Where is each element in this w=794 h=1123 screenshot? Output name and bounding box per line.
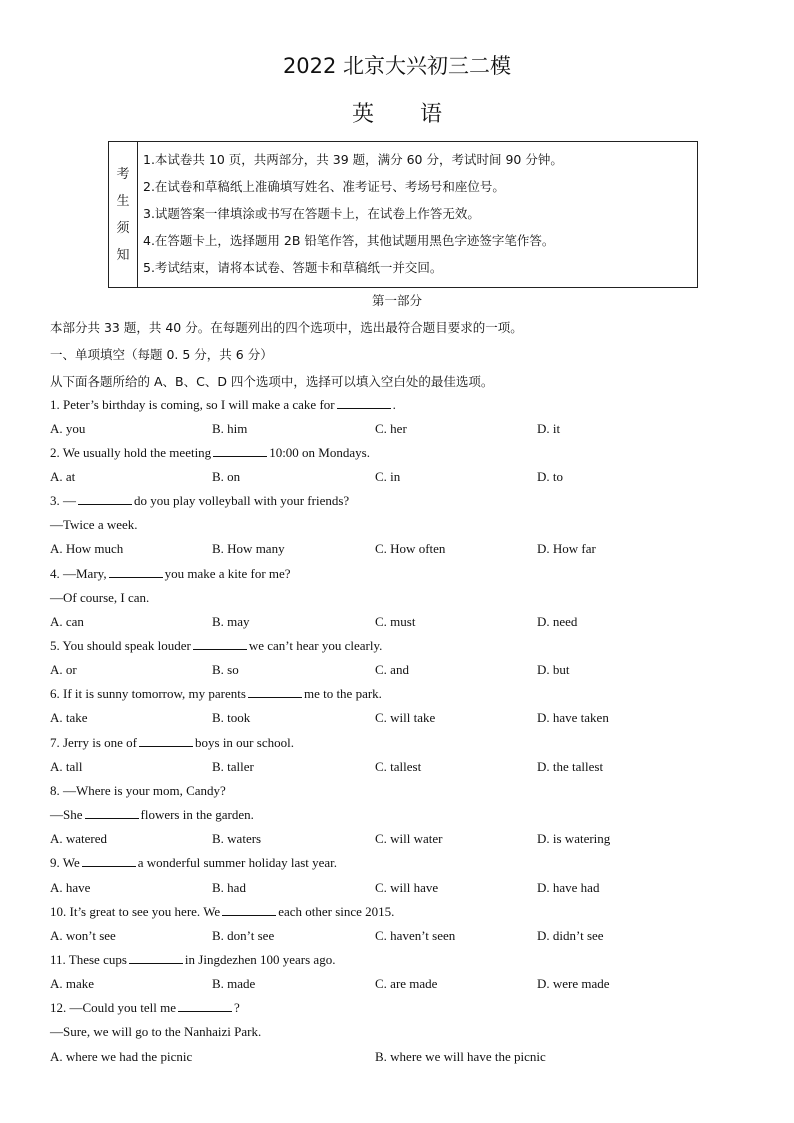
question-prompt: 2. We usually hold the meeting 10:00 on Mondays. — [50, 445, 370, 460]
option-c: C. tallest — [375, 759, 422, 774]
question-prompt: 3. — do you play volleyball with your friends? — [50, 493, 350, 508]
answer-blank — [248, 687, 302, 698]
options-row — [50, 421, 750, 445]
option-d: D. to — [537, 469, 563, 484]
option-b: B. him — [212, 421, 248, 436]
notice-item: 1.本试卷共 10 页，共两部分，共 39 题，满分 60 分，考试时间 90 分钟。 — [143, 152, 563, 167]
question-prompt: 1. Peter’s birthday is coming, so I will make a cake for . — [50, 397, 396, 412]
option-c: C. in — [375, 469, 401, 484]
option-d: D. is watering — [537, 831, 611, 846]
option-b: B. where we will have the picnic — [375, 1049, 546, 1064]
notice-side-label — [109, 142, 138, 287]
option-a: A. you — [50, 421, 86, 436]
part-title: 第一部分 — [371, 293, 422, 308]
answer-blank — [109, 567, 163, 578]
answer-blank — [213, 446, 267, 457]
option-c: C. are made — [375, 976, 438, 991]
question-prompt: 8. —Where is your mom, Candy? — [50, 783, 226, 798]
subject-title: 英语 — [351, 102, 488, 127]
option-b: B. so — [212, 662, 239, 677]
section-intro: 本部分共 33 题，共 40 分。在每题列出的四个选项中，选出最符合题目要求的一项。 — [50, 320, 523, 335]
option-a: A. have — [50, 880, 91, 895]
option-b: B. on — [212, 469, 241, 484]
option-b: B. made — [212, 976, 256, 991]
option-a: A. at — [50, 469, 76, 484]
notice-list — [143, 146, 563, 281]
options-row — [50, 710, 750, 734]
option-b: B. had — [212, 880, 246, 895]
notice-box — [108, 141, 698, 288]
answer-blank — [78, 494, 132, 505]
option-d: D. need — [537, 614, 578, 629]
question-prompt: 12. —Could you tell me ? — [50, 1000, 240, 1015]
option-d: D. have taken — [537, 710, 609, 725]
option-c: C. and — [375, 662, 409, 677]
answer-blank — [129, 953, 183, 964]
options-row — [50, 1049, 750, 1073]
option-c: C. must — [375, 614, 416, 629]
option-b: B. don’t see — [212, 928, 275, 943]
option-b: B. How many — [212, 541, 285, 556]
options-row — [50, 469, 750, 493]
notice-item: 3.试题答案一律填涂或书写在答题卡上，在试卷上作答无效。 — [143, 206, 480, 221]
question-prompt: 7. Jerry is one of boys in our school. — [50, 735, 294, 750]
option-c: C. will take — [375, 710, 436, 725]
options-row — [50, 831, 750, 855]
notice-side-char: 须 — [116, 220, 130, 236]
answer-blank — [178, 1001, 232, 1012]
option-a: A. How much — [50, 541, 124, 556]
option-d: D. the tallest — [537, 759, 604, 774]
question-prompt: 9. We a wonderful summer holiday last year. — [50, 855, 338, 870]
option-a: A. make — [50, 976, 95, 991]
option-a: A. tall — [50, 759, 83, 774]
notice-item: 4.在答题卡上，选择题用 2B 铅笔作答，其他试题用黑色字迹签字笔作答。 — [143, 233, 555, 248]
answer-blank — [193, 639, 247, 650]
answer-blank — [222, 905, 276, 916]
question-prompt: 10. It’s great to see you here. We each other since 2015. — [50, 904, 395, 919]
answer-blank — [337, 398, 391, 409]
option-d: D. but — [537, 662, 570, 677]
notice-item: 2.在试卷和草稿纸上准确填写姓名、准考证号、考场号和座位号。 — [143, 179, 505, 194]
notice-side-char: 知 — [116, 247, 130, 263]
question-reply: —Twice a week. — [50, 517, 138, 532]
option-d: D. it — [537, 421, 561, 436]
option-d: D. didn’t see — [537, 928, 604, 943]
option-c: C. her — [375, 421, 407, 436]
options-row — [50, 541, 750, 565]
option-b: B. may — [212, 614, 250, 629]
option-a: A. take — [50, 710, 88, 725]
options-row — [50, 759, 750, 783]
notice-side-char: 考 — [116, 166, 130, 182]
option-a: A. can — [50, 614, 84, 629]
options-row — [50, 662, 750, 686]
notice-item: 5.考试结束，请将本试卷、答题卡和草稿纸一并交回。 — [143, 260, 443, 275]
option-c: C. will have — [375, 880, 439, 895]
option-b: B. taller — [212, 759, 254, 774]
options-row — [50, 880, 750, 904]
option-d: D. have had — [537, 880, 600, 895]
options-row — [50, 928, 750, 952]
question-prompt: 11. These cups in Jingdezhen 100 years ago. — [50, 952, 336, 967]
option-a: A. where we had the picnic — [50, 1049, 193, 1064]
section-instruction: 从下面各题所给的 A、B、C、D 四个选项中，选择可以填入空白处的最佳选项。 — [50, 374, 494, 389]
options-row — [50, 976, 750, 1000]
question-prompt: 4. —Mary, you make a kite for me? — [50, 566, 291, 581]
option-b: B. waters — [212, 831, 262, 846]
option-d: D. How far — [537, 541, 596, 556]
options-row — [50, 614, 750, 638]
question-prompt: 6. If it is sunny tomorrow, my parents me to the park. — [50, 686, 382, 701]
option-b: B. took — [212, 710, 251, 725]
option-a: A. or — [50, 662, 77, 677]
answer-blank — [139, 736, 193, 747]
notice-side-char: 生 — [116, 193, 130, 209]
answer-blank — [85, 808, 139, 819]
option-c: C. will water — [375, 831, 443, 846]
answer-blank — [82, 856, 136, 867]
page-title: 2022 北京大兴初三二模 — [282, 54, 512, 78]
option-c: C. How often — [375, 541, 446, 556]
option-a: A. won’t see — [50, 928, 116, 943]
option-d: D. were made — [537, 976, 610, 991]
question-reply: —She flowers in the garden. — [50, 807, 254, 822]
question-reply: —Of course, I can. — [50, 590, 150, 605]
option-c: C. haven’t seen — [375, 928, 456, 943]
question-prompt: 5. You should speak louder we can’t hear you clearly. — [50, 638, 383, 653]
question-reply: —Sure, we will go to the Nanhaizi Park. — [50, 1024, 262, 1039]
option-a: A. watered — [50, 831, 108, 846]
section-heading: 一、单项填空（每题 0. 5 分，共 6 分） — [50, 347, 273, 362]
